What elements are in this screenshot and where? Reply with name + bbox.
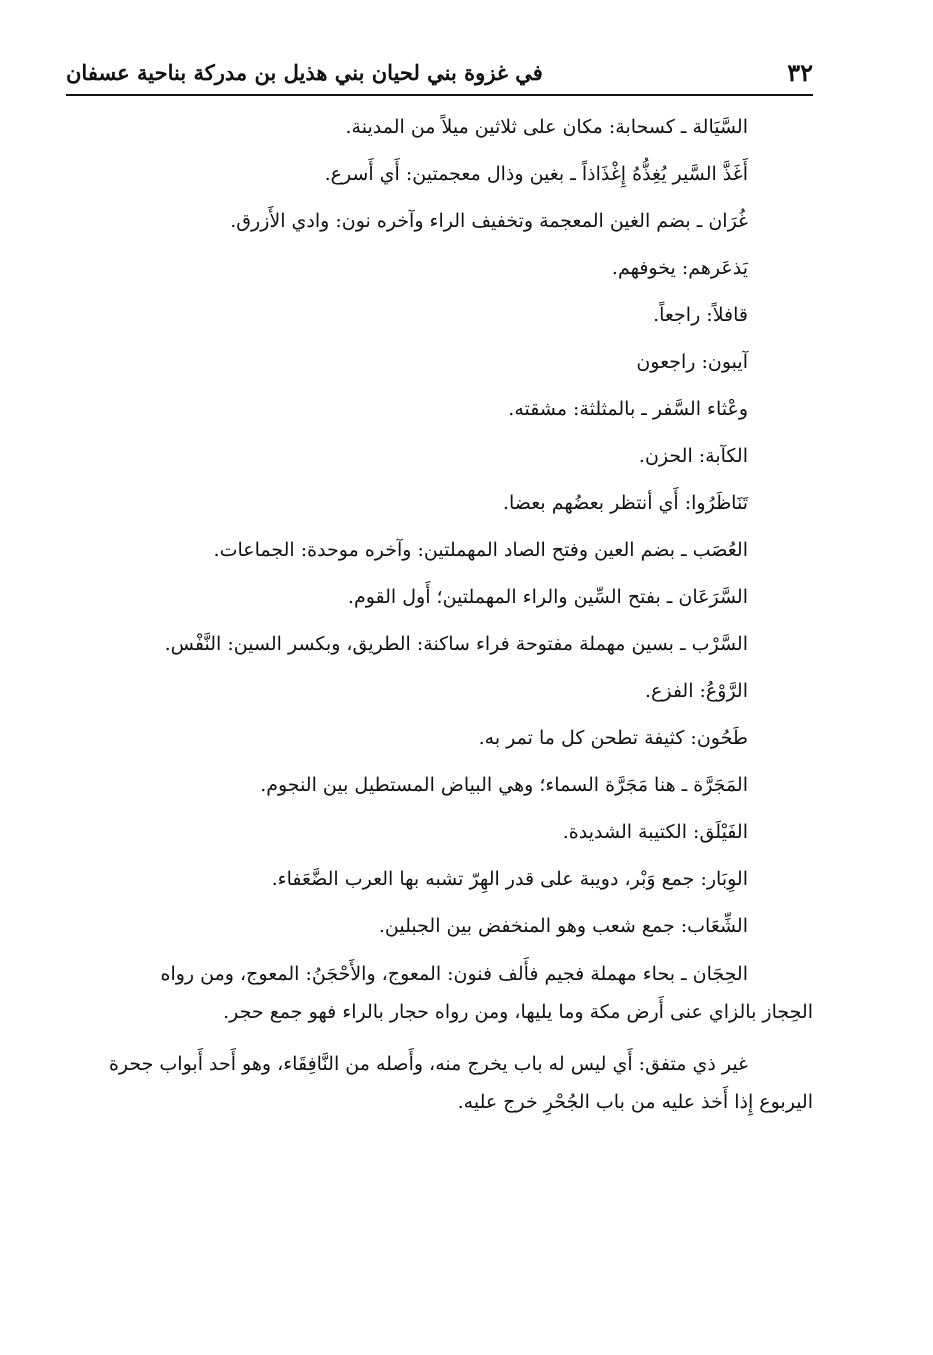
glossary-entry: الرَّوْعُ: الفزع.: [644, 680, 748, 702]
glossary-entry: قافلاً: راجعاً.: [653, 304, 748, 326]
glossary-entry: يَذعَرهم: يخوفهم.: [611, 257, 748, 279]
glossary-entry: غُرَان ـ بضم الغين المعجمة وتخفيف الراء وآخره نون: وادي الأَزرق.: [230, 210, 748, 232]
glossary-entry: السَّيَالة ـ كسحابة: مكان على ثلاثين ميلاً من المدينة.: [345, 116, 748, 138]
glossary-entry: الوِبَار: جمع وَبْر، دويبة على قدر الهِرّ تشبه بها العرب الضَّعَفاء.: [271, 868, 748, 890]
glossary-list: [66, 104, 748, 950]
glossary-entry: وعْثاء السَّفر ـ بالمثلثة: مشقته.: [508, 398, 748, 420]
glossary-entry: المَجَرَّة ـ هنا مَجَرَّة السماء؛ وهي البياض المستطيل بين النجوم.: [260, 774, 748, 796]
glossary-entry: الشِّعَاب: جمع شعب وهو المنخفض بين الجبلين.: [378, 915, 748, 937]
glossary-entry: السَّرَعَان ـ بفتح السِّين والراء المهملتين؛ أَول القوم.: [347, 586, 748, 608]
entry-line: اليربوع إِذا أَخذ عليه من باب الجُحْرِ خرج عليه.: [457, 1091, 813, 1113]
glossary-entry: أَغَذَّ السَّير يُغِذُّهُ إِغْذَاذاً ـ بغين وذال معجمتين: أَي أَسرع.: [324, 163, 748, 185]
running-header: [66, 50, 813, 96]
glossary-entry: تَنَاظَرُوا: أَي أنتظر بعضُهم بعضا.: [502, 492, 748, 514]
entry-line: غير ذي متفق: أَي ليس له باب يخرج منه، وأَصله من النَّافِقَاء، وهو أَحد أَبواب جحرة: [108, 1053, 748, 1075]
glossary-entry: الكآبة: الحزن.: [638, 445, 748, 467]
entry-line: الحِجاز بالزاي عنى أَرض مكة وما يليها، ومن رواه حجار بالراء فهو جمع حجر.: [223, 1001, 813, 1023]
glossary-entry: العُصَب ـ بضم العين وفتح الصاد المهملتين: وآخره موحدة: الجماعات.: [213, 539, 748, 561]
glossary-entry: آيبون: راجعون: [636, 351, 748, 373]
page-number: ٣٢: [787, 57, 813, 87]
glossary-entry-multiline: [66, 955, 813, 1031]
glossary-entry: السَّرْب ـ بسين مهملة مفتوحة فراء ساكنة: الطريق، وبكسر السين: النَّفْس.: [164, 633, 748, 655]
chapter-title: في غزوة بني لحيان بني هذيل بن مدركة بناحية عسفان: [66, 59, 543, 85]
glossary-entry-multiline: [66, 1045, 813, 1121]
glossary-entry: الفَيْلَق: الكتيبة الشديدة.: [562, 821, 748, 843]
entry-line: الحِجَان ـ بحاء مهملة فجيم فأَلف فنون: المعوج، والأَحْجَنُ: المعوج، ومن رواه: [160, 963, 748, 985]
glossary-entry: طَحُون: كثيفة تطحن كل ما تمر به.: [478, 727, 748, 749]
